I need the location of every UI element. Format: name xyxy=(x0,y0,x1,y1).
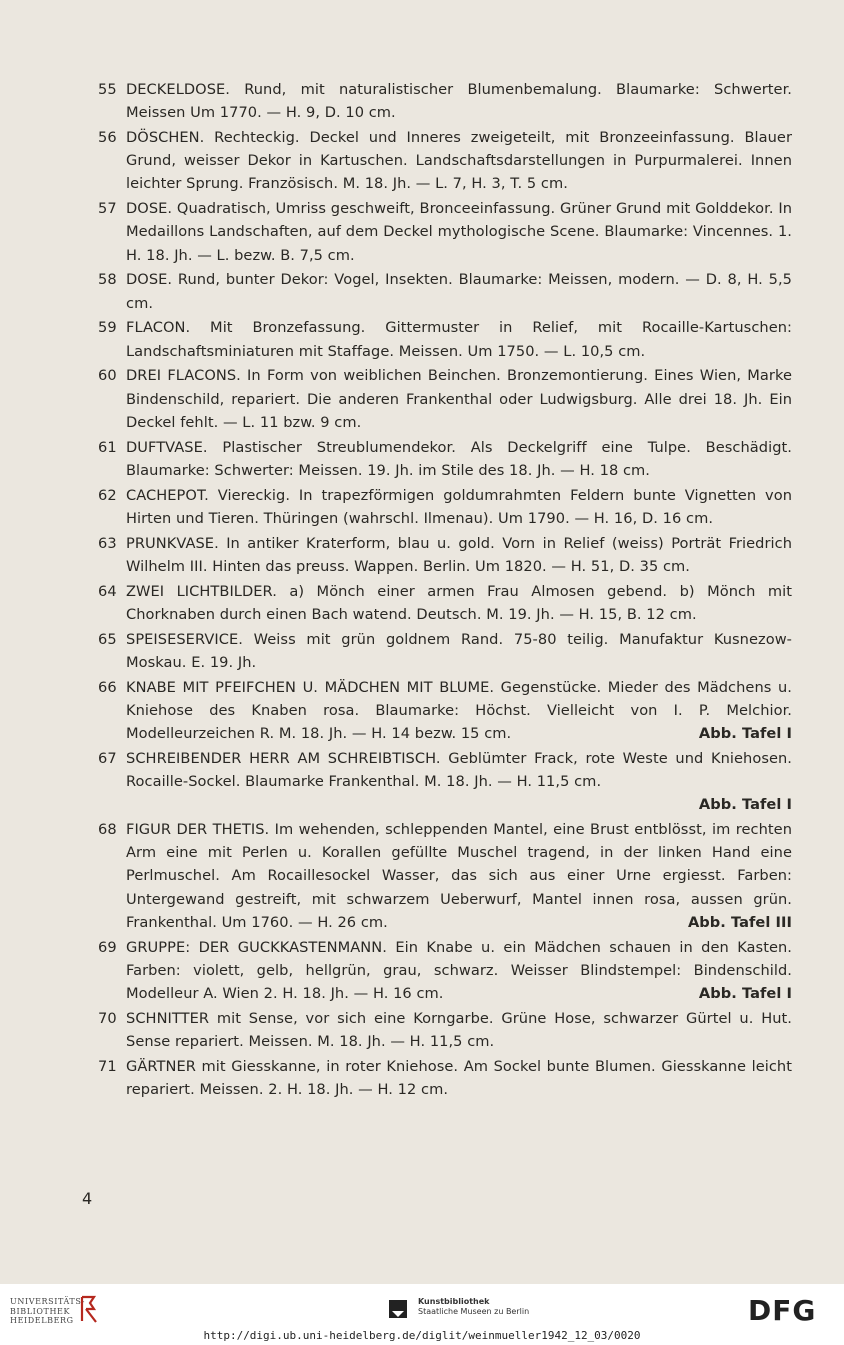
entry-number: 65 xyxy=(98,630,117,648)
catalog-entry-68 xyxy=(98,818,792,934)
entry-text: SCHNITTER mit Sense, vor sich eine Korngarbe. Grüne Hose, schwarzer Gürtel u. Hut. Sense repariert. Meissen. M. 18. Jh. — H. 11,5 cm. xyxy=(126,1009,792,1051)
entry-text: GRUPPE: DER GUCKKASTENMANN. Ein Knabe u. ein Mädchen schauen in den Kasten. Farben: violett, gelb, hellgrün, grau, schwarz. Weisser Blindstempel: Bindenschild. Modelleur A. Wien 2. H. 18. Jh. — H. 16 cm. xyxy=(126,938,792,1003)
university-line: BIBLIOTHEK xyxy=(10,1306,71,1316)
catalog-entry-55 xyxy=(98,78,792,124)
entry-number: 66 xyxy=(98,678,117,696)
entry-text: DÖSCHEN. Rechteckig. Deckel und Inneres zweigeteilt, mit Bronzeeinfassung. Blauer Grund, weisser Dekor in Kartuschen. Landschaftsdarstellungen in Purpurmalerei. Innen leichter Sprung. Französisch. M. 18. Jh. — L. 7, H. 3, T. 5 cm. xyxy=(126,129,792,193)
entry-text: DOSE. Quadratisch, Umriss geschweift, Bronceeinfassung. Grüner Grund mit Golddekor. In Medaillons Landschaften, auf dem Deckel mythologische Scene. Blaumarke: Vincennes. 1. H. 18. Jh. — L. bezw. B. 7,5 cm. xyxy=(126,200,792,264)
entry-number: 58 xyxy=(98,271,117,289)
catalog-entry-67 xyxy=(98,747,792,817)
entry-text: CACHEPOT. Viereckig. In trapezförmigen goldumrahmten Feldern bunte Vignetten von Hirten und Tieren. Thüringen (wahrschl. Ilmenau). Um 1790. — H. 16, D. 16 cm. xyxy=(126,486,792,527)
plate-reference: Abb. Tafel III xyxy=(687,913,792,931)
kunstbibliothek-logo-icon xyxy=(386,1297,410,1321)
entry-number: 70 xyxy=(98,1009,117,1027)
entry-number: 60 xyxy=(98,367,117,385)
entry-number: 59 xyxy=(98,319,117,337)
entry-number: 68 xyxy=(98,821,117,839)
catalog-entry-66 xyxy=(98,676,792,746)
catalog-entry-60 xyxy=(98,364,792,434)
catalog-entry-56 xyxy=(98,126,792,196)
kunstbibliothek-label xyxy=(418,1297,529,1317)
plate-reference: Abb. Tafel I xyxy=(698,725,792,743)
entry-text: DECKELDOSE. Rund, mit naturalistischer Blumenbemalung. Blaumarke: Schwerter. Meissen Um 1770. — H. 9, D. 10 cm. xyxy=(126,81,792,122)
entry-text: GÄRTNER mit Giesskanne, in roter Kniehose. Am Sockel bunte Blumen. Giesskanne leicht repariert. Meissen. 2. H. 18. Jh. — H. 12 cm. xyxy=(126,1057,792,1099)
entry-text: SPEISESERVICE. Weiss mit grün goldnem Rand. 75-80 teilig. Manufaktur Kusnezow-Moskau. E. 19. Jh. xyxy=(126,630,792,671)
catalog-entry-63 xyxy=(98,532,792,578)
catalog-entry-57 xyxy=(98,197,792,267)
university-line: UNIVERSITÄTS- xyxy=(10,1297,86,1306)
entry-number: 67 xyxy=(98,749,117,767)
dfg-logo: DFG xyxy=(748,1294,817,1327)
entry-text: PRUNKVASE. In antiker Kraterform, blau u. gold. Vorn in Relief (weiss) Porträt Friedrich Wilhelm III. Hinten das preuss. Wappen. Berlin. Um 1820. — H. 51, D. 35 cm. xyxy=(126,534,792,575)
digitization-footer xyxy=(0,1284,844,1345)
kunstbibliothek-name: Kunstbibliothek xyxy=(418,1297,490,1306)
university-library-label xyxy=(10,1297,85,1326)
entry-text: DOSE. Rund, bunter Dekor: Vogel, Insekten. Blaumarke: Meissen, modern. — D. 8, H. 5,5 cm. xyxy=(126,271,792,312)
museen-name: Staatliche Museen zu Berlin xyxy=(418,1307,530,1316)
entry-number: 62 xyxy=(98,486,117,504)
university-logo-icon xyxy=(78,1294,100,1324)
catalog-entry-69 xyxy=(98,936,792,1006)
entry-text: DUFTVASE. Plastischer Streublumendekor. Als Deckelgriff eine Tulpe. Beschädigt. Blaumarke: Schwerter: Meissen. 19. Jh. im Stile des 18. Jh. — H. 18 cm. xyxy=(126,438,792,479)
university-line: HEIDELBERG xyxy=(10,1316,74,1325)
entry-number: 56 xyxy=(98,129,117,146)
source-url[interactable]: http://digi.ub.uni-heidelberg.de/diglit/weinmueller1942_12_03/0020 xyxy=(203,1329,641,1342)
entry-number: 64 xyxy=(98,582,117,600)
entry-number: 63 xyxy=(98,534,117,552)
catalog-entry-59 xyxy=(98,316,792,362)
catalog-entry-70 xyxy=(98,1007,792,1053)
catalog-entry-58 xyxy=(98,268,792,314)
catalog-entry-62 xyxy=(98,484,792,530)
entry-text: FIGUR DER THETIS. Im wehenden, schleppenden Mantel, eine Brust entblösst, im rechten Arm eine mit Perlen u. Korallen gefüllte Muschel tragend, in der linken Hand eine Perlmuschel. Am Rocaillesockel Wasser, das sich aus einer Urne ergiesst. Farben: Untergewand gestreift, mit schwarzem Ueberwurf, Mantel innen rosa, aussen grün. Frankenthal. Um 1760. — H. 26 cm. xyxy=(126,821,792,931)
entry-text: ZWEI LICHTBILDER. a) Mönch einer armen Frau Almosen gebend. b) Mönch mit Chorknaben durch einen Bach watend. Deutsch. M. 19. Jh. — H. 15, B. 12 cm. xyxy=(126,582,792,623)
entry-number: 57 xyxy=(98,200,117,218)
entry-text: FLACON. Mit Bronzefassung. Gittermuster in Relief, mit Rocaille-Kartuschen: Landschaftsminiaturen mit Staffage. Meissen. Um 1750. — L. 10,5 cm. xyxy=(126,319,792,360)
entry-text: SCHREIBENDER HERR AM SCHREIBTISCH. Geblümter Frack, rote Weste und Kniehosen. Rocaille-Sockel. Blaumarke Frankenthal. M. 18. Jh. — H. 11,5 cm. xyxy=(126,749,792,791)
entry-number: 55 xyxy=(98,81,117,98)
catalog-entry-71 xyxy=(98,1055,792,1101)
entry-text: KNABE MIT PFEIFCHEN U. MÄDCHEN MIT BLUME. Gegenstücke. Mieder des Mädchens u. Kniehose des Knaben rosa. Blaumarke: Höchst. Vielleicht von I. P. Melchior. Modelleurzeichen R. M. 18. Jh. — H. 14 bezw. 15 cm. xyxy=(126,678,792,743)
catalog-entry-65 xyxy=(98,628,792,674)
entry-text: DREI FLACONS. In Form von weiblichen Beinchen. Bronzemontierung. Eines Wien, Marke Bindenschild, repariert. Die anderen Frankenthal oder Ludwigsburg. Alle drei 18. Jh. Ein Deckel fehlt. — L. 11 bzw. 9 cm. xyxy=(126,367,792,431)
entry-number: 71 xyxy=(98,1057,117,1075)
plate-reference: Abb. Tafel I xyxy=(698,985,792,1003)
catalog-entry-61 xyxy=(98,436,792,482)
catalog-entries xyxy=(98,78,792,1103)
catalog-entry-64 xyxy=(98,580,792,626)
entry-number: 61 xyxy=(98,438,117,456)
page-number: 4 xyxy=(82,1189,93,1208)
entry-number: 69 xyxy=(98,938,117,956)
plate-reference: Abb. Tafel I xyxy=(698,796,792,814)
